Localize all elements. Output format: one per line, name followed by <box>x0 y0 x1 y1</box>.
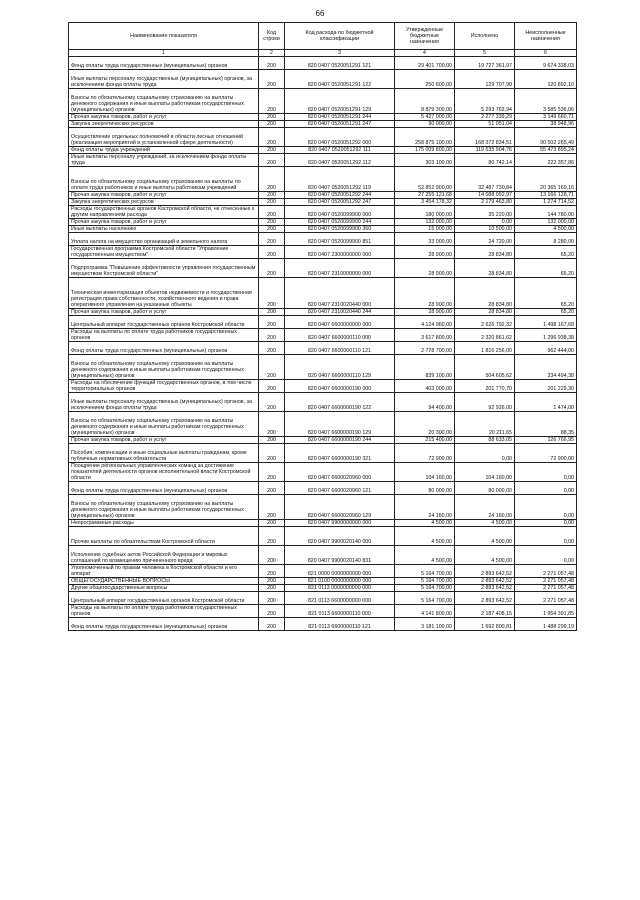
table-row <box>69 520 577 527</box>
table-row <box>69 89 577 114</box>
row-executed: 2 179 463,80 <box>455 199 515 206</box>
row-executed: 80 000,00 <box>455 482 515 495</box>
column-number: 6 <box>515 50 577 57</box>
row-line-code: 200 <box>259 412 285 437</box>
row-executed: 80 742,14 <box>455 154 515 167</box>
row-unexecuted: 962 444,00 <box>515 342 577 355</box>
table-body <box>69 57 577 631</box>
row-executed: 201 770,70 <box>455 380 515 393</box>
row-unexecuted: 38 948,96 <box>515 121 577 128</box>
row-line-code: 200 <box>259 495 285 520</box>
row-line-code: 200 <box>259 565 285 578</box>
header-unexecuted: Неисполненные назначения <box>515 23 577 50</box>
row-line-code: 200 <box>259 128 285 147</box>
row-classification-code: 821 0000 0000000000 000 <box>285 565 395 578</box>
row-classification-code: 820 0407 6600000110 129 <box>285 355 395 380</box>
row-classification-code: 820 0407 6600000190 244 <box>285 437 395 444</box>
row-approved: 4 500,00 <box>395 546 455 565</box>
row-classification-code: 821 0113 6600000110 000 <box>285 605 395 618</box>
row-unexecuted: 1 954 391,85 <box>515 605 577 618</box>
row-approved: 72 900,00 <box>395 444 455 463</box>
table-row <box>69 199 577 206</box>
row-approved: 4 500,00 <box>395 520 455 527</box>
row-name: ОБЩЕГОСУДАРСТВЕННЫЕ ВОПРОСЫ <box>69 578 259 585</box>
row-name: Расходы на выплаты по оплате труда работников государственных органов <box>69 605 259 618</box>
row-classification-code: 820 0407 6600000190 321 <box>285 444 395 463</box>
row-classification-code: 820 0407 6600000110 121 <box>285 342 395 355</box>
row-line-code: 200 <box>259 121 285 128</box>
row-name: Взносы по обязательному социальному страхованию на выплаты денежного содержания и иные выплаты работникам государственных (муниципальных) органов <box>69 355 259 380</box>
row-line-code: 200 <box>259 578 285 585</box>
column-number-row <box>69 50 577 57</box>
row-unexecuted: 1 488 299,19 <box>515 618 577 631</box>
table-row <box>69 70 577 89</box>
row-unexecuted: 65,20 <box>515 259 577 278</box>
row-line-code: 200 <box>259 444 285 463</box>
row-executed: 1 692 800,81 <box>455 618 515 631</box>
row-name: Расходы государственных органов Костромской области, не отнесенные к другим направлениям расхода <box>69 206 259 219</box>
header-name: Наименование показателя <box>69 23 259 50</box>
row-classification-code: 820 0407 0520051291 121 <box>285 57 395 70</box>
row-approved: 3 617 800,00 <box>395 329 455 342</box>
table-row <box>69 380 577 393</box>
row-unexecuted: 65,20 <box>515 309 577 316</box>
row-executed: 32 487 730,84 <box>455 167 515 192</box>
row-name: Центральный аппарат государственных органов Костромской области <box>69 316 259 329</box>
row-unexecuted: 2 271 057,48 <box>515 592 577 605</box>
row-executed: 20 211,65 <box>455 412 515 437</box>
row-approved: 94 400,00 <box>395 393 455 412</box>
row-line-code: 200 <box>259 259 285 278</box>
table-row <box>69 444 577 463</box>
row-approved: 104 160,00 <box>395 463 455 482</box>
row-approved: 3 454 178,32 <box>395 199 455 206</box>
row-executed: 4 500,00 <box>455 520 515 527</box>
row-line-code: 200 <box>259 342 285 355</box>
row-name: Государственная программа Костромской области "Управление государственным имуществом" <box>69 246 259 259</box>
row-line-code: 200 <box>259 605 285 618</box>
row-classification-code: 820 0407 2310000000 000 <box>285 259 395 278</box>
row-classification-code: 820 0407 0520051291 129 <box>285 89 395 114</box>
row-line-code: 200 <box>259 70 285 89</box>
row-approved: 28 900,00 <box>395 278 455 309</box>
row-unexecuted: 0,00 <box>515 495 577 520</box>
row-name: Взносы по обязательному социальному страхованию на выплаты денежного содержания и иные выплаты работникам государственных (муниципальных) органов <box>69 89 259 114</box>
row-name: Расходы на выплаты по оплате труда работников государственных органов <box>69 329 259 342</box>
table-row <box>69 578 577 585</box>
table-row <box>69 463 577 482</box>
row-classification-code: 820 0407 9900020140 831 <box>285 546 395 565</box>
row-classification-code: 820 0407 0520051292 119 <box>285 167 395 192</box>
row-executed: 35 220,00 <box>455 206 515 219</box>
row-classification-code: 821 0113 6600000000 000 <box>285 592 395 605</box>
row-line-code: 200 <box>259 463 285 482</box>
row-line-code: 200 <box>259 355 285 380</box>
row-unexecuted: 88,35 <box>515 412 577 437</box>
row-unexecuted: 65,20 <box>515 246 577 259</box>
row-unexecuted: 8 280,00 <box>515 233 577 246</box>
row-executed: 2 187 408,15 <box>455 605 515 618</box>
row-approved: 90 000,00 <box>395 121 455 128</box>
row-classification-code: 820 0407 0520099900 360 <box>285 226 395 233</box>
row-line-code: 200 <box>259 154 285 167</box>
row-classification-code: 820 0407 9900020140 000 <box>285 527 395 546</box>
row-executed: 2 893 642,52 <box>455 565 515 578</box>
row-line-code: 200 <box>259 527 285 546</box>
table-row <box>69 355 577 380</box>
row-executed: 504 605,62 <box>455 355 515 380</box>
row-classification-code: 820 0407 6600000110 000 <box>285 329 395 342</box>
row-line-code: 200 <box>259 167 285 192</box>
row-executed: 2 893 642,52 <box>455 592 515 605</box>
row-unexecuted: 0,00 <box>515 520 577 527</box>
row-unexecuted: 72 900,00 <box>515 444 577 463</box>
row-approved: 8 879 300,00 <box>395 89 455 114</box>
table-row <box>69 412 577 437</box>
row-unexecuted: 222 357,86 <box>515 154 577 167</box>
table-row <box>69 246 577 259</box>
row-classification-code: 820 0407 0520051292 111 <box>285 147 395 154</box>
row-classification-code: 820 0407 2310020440 244 <box>285 309 395 316</box>
row-executed: 28 834,80 <box>455 246 515 259</box>
row-approved: 15 000,00 <box>395 226 455 233</box>
row-approved: 258 875 100,00 <box>395 128 455 147</box>
row-unexecuted: 2 271 057,48 <box>515 585 577 592</box>
row-name: Другие общегосударственные вопросы <box>69 585 259 592</box>
table-row <box>69 565 577 578</box>
row-unexecuted: 2 271 057,48 <box>515 565 577 578</box>
row-line-code: 200 <box>259 89 285 114</box>
row-executed: 92 926,00 <box>455 393 515 412</box>
row-unexecuted: 55 473 895,24 <box>515 147 577 154</box>
row-classification-code: 820 0407 0520051292 000 <box>285 128 395 147</box>
row-classification-code: 820 0407 0520051291 122 <box>285 70 395 89</box>
row-approved: 2 778 700,00 <box>395 342 455 355</box>
table-row <box>69 585 577 592</box>
table-row <box>69 527 577 546</box>
row-name: Поощрение региональных управленческих команд за достижение показателей деятельности органов исполнительной власти Костромской области <box>69 463 259 482</box>
row-unexecuted: 90 502 265,49 <box>515 128 577 147</box>
table-row <box>69 147 577 154</box>
header-line-code: Код строки <box>259 23 285 50</box>
column-number: 5 <box>455 50 515 57</box>
row-approved: 175 009 800,00 <box>395 147 455 154</box>
row-name: Подпрограмма "Повышение эффективности управления государственным имуществом Костромской области" <box>69 259 259 278</box>
row-unexecuted: 1 474,00 <box>515 393 577 412</box>
row-executed: 0,00 <box>455 219 515 226</box>
table-row <box>69 309 577 316</box>
row-classification-code: 820 0407 6600000190 129 <box>285 412 395 437</box>
row-approved: 5 427 000,00 <box>395 114 455 121</box>
table-row <box>69 121 577 128</box>
row-name: Фонд оплаты труда государственных (муниципальных) органов <box>69 57 259 70</box>
row-name: Исполнение судебных актов Российской Федерации и мировых соглашений по возмещению причиненного вреда <box>69 546 259 565</box>
table-row <box>69 618 577 631</box>
row-unexecuted: 65,20 <box>515 278 577 309</box>
row-executed: 5 293 763,94 <box>455 89 515 114</box>
table-row <box>69 192 577 199</box>
row-executed: 28 834,80 <box>455 309 515 316</box>
row-classification-code: 820 0407 9900000000 000 <box>285 520 395 527</box>
table-row <box>69 482 577 495</box>
row-classification-code: 820 0407 0520099900 000 <box>285 206 395 219</box>
row-name: Закупка энергетических ресурсов <box>69 121 259 128</box>
row-approved: 4 124 960,00 <box>395 316 455 329</box>
table-row <box>69 226 577 233</box>
row-name: Уплата налога на имущество организаций и земельного налога <box>69 233 259 246</box>
row-unexecuted: 132 000,00 <box>515 219 577 226</box>
row-unexecuted: 144 780,00 <box>515 206 577 219</box>
row-approved: 28 900,00 <box>395 259 455 278</box>
table-row <box>69 437 577 444</box>
row-name: Осуществление отдельных полномочий в области лесных отношений (реализация мероприятий в установленной сфере деятельности) <box>69 128 259 147</box>
row-approved: 29 401 700,00 <box>395 57 455 70</box>
row-executed: 24 720,00 <box>455 233 515 246</box>
table-row <box>69 329 577 342</box>
row-approved: 4 141 800,00 <box>395 605 455 618</box>
row-line-code: 200 <box>259 585 285 592</box>
row-unexecuted: 3 149 660,71 <box>515 114 577 121</box>
row-line-code: 200 <box>259 147 285 154</box>
row-classification-code: 820 0407 0520051292 244 <box>285 192 395 199</box>
table-row <box>69 342 577 355</box>
row-unexecuted: 0,00 <box>515 463 577 482</box>
row-name: Иные выплаты персоналу государственных (муниципальных) органов, за исключением фонда оплаты труда <box>69 393 259 412</box>
row-executed: 24 160,00 <box>455 495 515 520</box>
table-row <box>69 233 577 246</box>
table-row <box>69 219 577 226</box>
table-row <box>69 154 577 167</box>
row-line-code: 200 <box>259 437 285 444</box>
row-approved: 5 164 700,00 <box>395 565 455 578</box>
row-name: Прочая закупка товаров, работ и услуг <box>69 219 259 226</box>
row-classification-code: 820 0407 0520051292 112 <box>285 154 395 167</box>
row-name: Взносы по обязательному социальному страхованию на выплаты денежного содержания и иные выплаты работникам государственных (муниципальных) органов <box>69 495 259 520</box>
row-classification-code: 820 0407 6600000190 000 <box>285 380 395 393</box>
column-number: 1 <box>69 50 259 57</box>
row-unexecuted: 0,00 <box>515 546 577 565</box>
row-executed: 0,00 <box>455 444 515 463</box>
column-number: 2 <box>259 50 285 57</box>
row-line-code: 200 <box>259 329 285 342</box>
row-unexecuted: 334 494,38 <box>515 355 577 380</box>
row-name: Уполномоченный по правам человека в Костромской области и его аппарат <box>69 565 259 578</box>
table-row <box>69 495 577 520</box>
row-classification-code: 820 0407 2310020440 000 <box>285 278 395 309</box>
row-approved: 20 300,00 <box>395 412 455 437</box>
row-executed: 1 816 256,00 <box>455 342 515 355</box>
table-row <box>69 167 577 192</box>
row-line-code: 200 <box>259 380 285 393</box>
row-line-code: 200 <box>259 226 285 233</box>
row-approved: 27 255 121,68 <box>395 192 455 199</box>
row-executed: 2 626 792,32 <box>455 316 515 329</box>
table-row <box>69 592 577 605</box>
header-classification-code: Код расхода по бюджетной классификации <box>285 23 395 50</box>
row-unexecuted: 3 585 536,06 <box>515 89 577 114</box>
row-executed: 2 320 861,62 <box>455 329 515 342</box>
row-line-code: 200 <box>259 520 285 527</box>
row-unexecuted: 1 498 167,68 <box>515 316 577 329</box>
row-unexecuted: 120 892,10 <box>515 70 577 89</box>
row-line-code: 200 <box>259 618 285 631</box>
row-approved: 52 852 900,00 <box>395 167 455 192</box>
row-approved: 33 000,00 <box>395 233 455 246</box>
table-row <box>69 316 577 329</box>
row-executed: 168 372 834,51 <box>455 128 515 147</box>
row-name: Прочие выплаты по обязательствам Костромской области <box>69 527 259 546</box>
row-line-code: 200 <box>259 206 285 219</box>
row-classification-code: 820 0407 6600000190 122 <box>285 393 395 412</box>
row-classification-code: 820 0407 0520051291 247 <box>285 121 395 128</box>
row-approved: 5 164 700,00 <box>395 585 455 592</box>
row-classification-code: 821 0100 0000000000 000 <box>285 578 395 585</box>
row-executed: 2 277 339,29 <box>455 114 515 121</box>
row-name: Фонд оплаты труда государственных (муниципальных) органов <box>69 618 259 631</box>
row-executed: 104 160,00 <box>455 463 515 482</box>
row-approved: 250 600,00 <box>395 70 455 89</box>
row-name: Закупка энергетических ресурсов <box>69 199 259 206</box>
row-executed: 4 500,00 <box>455 527 515 546</box>
row-approved: 180 000,00 <box>395 206 455 219</box>
row-approved: 132 000,00 <box>395 219 455 226</box>
row-line-code: 200 <box>259 316 285 329</box>
table-row <box>69 114 577 121</box>
row-classification-code: 821 0113 0000000000 000 <box>285 585 395 592</box>
row-classification-code: 820 0407 6600020960 121 <box>285 482 395 495</box>
row-line-code: 200 <box>259 114 285 121</box>
row-unexecuted: 4 500,00 <box>515 226 577 233</box>
row-unexecuted: 1 296 938,38 <box>515 329 577 342</box>
row-approved: 839 100,00 <box>395 355 455 380</box>
row-executed: 119 535 904,76 <box>455 147 515 154</box>
row-line-code: 200 <box>259 393 285 412</box>
row-approved: 303 100,00 <box>395 154 455 167</box>
row-classification-code: 820 0407 2300000000 000 <box>285 246 395 259</box>
row-executed: 28 834,80 <box>455 278 515 309</box>
row-approved: 28 900,00 <box>395 246 455 259</box>
table-row <box>69 605 577 618</box>
row-name: Расходы на обеспечение функций государственных органов, в том числе территориальных органов <box>69 380 259 393</box>
row-line-code: 200 <box>259 57 285 70</box>
column-number: 3 <box>285 50 395 57</box>
row-name: Иные выплаты персоналу учреждений, за исключением фонда оплаты труда <box>69 154 259 167</box>
table-row <box>69 128 577 147</box>
row-approved: 80 000,00 <box>395 482 455 495</box>
column-number: 4 <box>395 50 455 57</box>
row-line-code: 200 <box>259 219 285 226</box>
row-name: Техническая инвентаризация объектов недвижимости и государственная регистрация права собственности, хозяйственного ведения и права оперативного управления на указанные объекты <box>69 278 259 309</box>
row-unexecuted: 13 166 128,71 <box>515 192 577 199</box>
row-approved: 28 900,00 <box>395 309 455 316</box>
row-approved: 3 181 100,00 <box>395 618 455 631</box>
row-name: Центральный аппарат государственных органов Костромской области <box>69 592 259 605</box>
row-executed: 28 834,80 <box>455 259 515 278</box>
table-row <box>69 546 577 565</box>
row-line-code: 200 <box>259 246 285 259</box>
row-executed: 129 707,90 <box>455 70 515 89</box>
row-approved: 215 400,00 <box>395 437 455 444</box>
row-line-code: 200 <box>259 233 285 246</box>
row-name: Фонд оплаты труда учреждений <box>69 147 259 154</box>
header-row <box>69 23 577 50</box>
row-name: Прочая закупка товаров, работ и услуг <box>69 114 259 121</box>
row-executed: 14 088 992,97 <box>455 192 515 199</box>
row-executed: 10 500,00 <box>455 226 515 233</box>
row-approved: 24 160,00 <box>395 495 455 520</box>
row-classification-code: 820 0407 0520051292 247 <box>285 199 395 206</box>
row-executed: 2 893 642,52 <box>455 585 515 592</box>
row-classification-code: 820 0407 0520099900 244 <box>285 219 395 226</box>
table-row <box>69 393 577 412</box>
row-approved: 403 000,00 <box>395 380 455 393</box>
row-unexecuted: 0,00 <box>515 527 577 546</box>
row-classification-code: 820 0407 0520051291 244 <box>285 114 395 121</box>
row-executed: 51 051,04 <box>455 121 515 128</box>
row-unexecuted: 9 674 338,03 <box>515 57 577 70</box>
row-unexecuted: 0,00 <box>515 482 577 495</box>
row-unexecuted: 20 365 169,16 <box>515 167 577 192</box>
row-line-code: 200 <box>259 199 285 206</box>
row-executed: 2 893 642,52 <box>455 578 515 585</box>
row-name: Взносы по обязательному социальному страхованию на выплаты денежного содержания и иные выплаты работникам государственных (муниципальных) органов <box>69 412 259 437</box>
table-row <box>69 57 577 70</box>
row-classification-code: 820 0407 6600020960 129 <box>285 495 395 520</box>
row-classification-code: 821 0113 6600000110 121 <box>285 618 395 631</box>
table-row <box>69 278 577 309</box>
row-executed: 4 500,00 <box>455 546 515 565</box>
row-line-code: 200 <box>259 192 285 199</box>
row-line-code: 200 <box>259 309 285 316</box>
row-classification-code: 820 0407 6600020960 000 <box>285 463 395 482</box>
row-line-code: 200 <box>259 482 285 495</box>
table-row <box>69 206 577 219</box>
header-approved: Утвержденные бюджетные назначения <box>395 23 455 50</box>
header-executed: Исполнено <box>455 23 515 50</box>
row-classification-code: 820 0407 6600000000 000 <box>285 316 395 329</box>
row-name: Прочая закупка товаров, работ и услуг <box>69 309 259 316</box>
row-approved: 5 164 700,00 <box>395 578 455 585</box>
row-name: Иные выплаты населению <box>69 226 259 233</box>
row-line-code: 200 <box>259 546 285 565</box>
row-name: Непрограммные расходы <box>69 520 259 527</box>
row-unexecuted: 201 229,30 <box>515 380 577 393</box>
row-unexecuted: 1 274 714,52 <box>515 199 577 206</box>
row-name: Прочая закупка товаров, работ и услуг <box>69 192 259 199</box>
table-row <box>69 259 577 278</box>
row-name: Пособия, компенсации и иные социальные выплаты гражданам, кроме публичных нормативных обязательств <box>69 444 259 463</box>
row-executed: 88 633,05 <box>455 437 515 444</box>
page-number: 66 <box>315 9 325 18</box>
row-name: Взносы по обязательному социальному страхованию на выплаты по оплате труда работников и иные выплаты работникам учреждений <box>69 167 259 192</box>
row-name: Иные выплаты персоналу государственных (муниципальных) органов, за исключением фонда оплаты труда <box>69 70 259 89</box>
row-name: Фонд оплаты труда государственных (муниципальных) органов <box>69 342 259 355</box>
row-approved: 4 500,00 <box>395 527 455 546</box>
row-classification-code: 820 0407 0520099900 851 <box>285 233 395 246</box>
row-name: Фонд оплаты труда государственных (муниципальных) органов <box>69 482 259 495</box>
row-approved: 5 164 700,00 <box>395 592 455 605</box>
row-executed: 19 727 361,97 <box>455 57 515 70</box>
row-line-code: 200 <box>259 278 285 309</box>
row-unexecuted: 126 766,95 <box>515 437 577 444</box>
row-line-code: 200 <box>259 592 285 605</box>
row-name: Прочая закупка товаров, работ и услуг <box>69 437 259 444</box>
row-unexecuted: 2 271 057,48 <box>515 578 577 585</box>
budget-table <box>68 22 577 631</box>
